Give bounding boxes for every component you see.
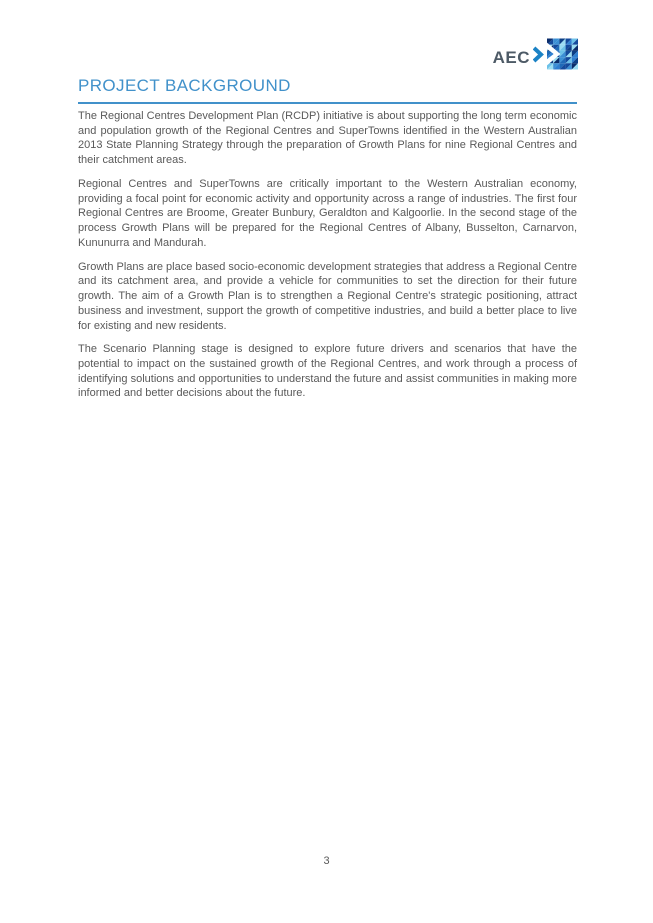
chevron-stroke: [534, 48, 541, 61]
mosaic-triangles: [547, 39, 578, 70]
aec-logo-text: AEC: [492, 48, 530, 67]
chevron-right-icon: [533, 41, 544, 70]
page-number: 3: [323, 855, 330, 867]
paragraph: The Scenario Planning stage is designed to explore future drivers and scenarios that have the potential to impact on the sustained growth of the Regional Centres, and work through a process of identifying solutions and opportunities to understand the future and assist communities in making more informed and better decisions about the future.: [78, 343, 577, 400]
page-title: PROJECT BACKGROUND: [78, 76, 577, 104]
aec-mosaic-icon: [547, 38, 578, 70]
paragraph: The Regional Centres Development Plan (RCDP) initiative is about supporting the long term economic and population growth of the Regional Centres and SuperTowns identified in the Western Australian 2013 State Planning Strategy through the preparation of Growth Plans for nine Regional Centres and their catchment areas.: [78, 110, 577, 167]
paragraph: Growth Plans are place based socio-economic development strategies that address a Regional Centre and its catchment area, and provide a vehicle for communities to set the direction for their future growth. The aim of a Growth Plan is to strengthen a Regional Centre's strategic positioning, attract business and investment, support the growth of competitive industries, and build a better place to live for existing and new residents.: [78, 260, 577, 332]
paragraph: Regional Centres and SuperTowns are critically important to the Western Australian economy, providing a focal point for economic activity and opportunity across a range of industries. The first four Regional Centres are Broome, Greater Bunbury, Geraldton and Kalgoorlie. In the second stage of the process Growth Plans will be prepared for the Regional Centres of Albany, Busselton, Carnarvon, Kununurra and Mandurah.: [78, 177, 577, 249]
body-content: [78, 109, 577, 410]
aec-logo: [493, 38, 578, 70]
